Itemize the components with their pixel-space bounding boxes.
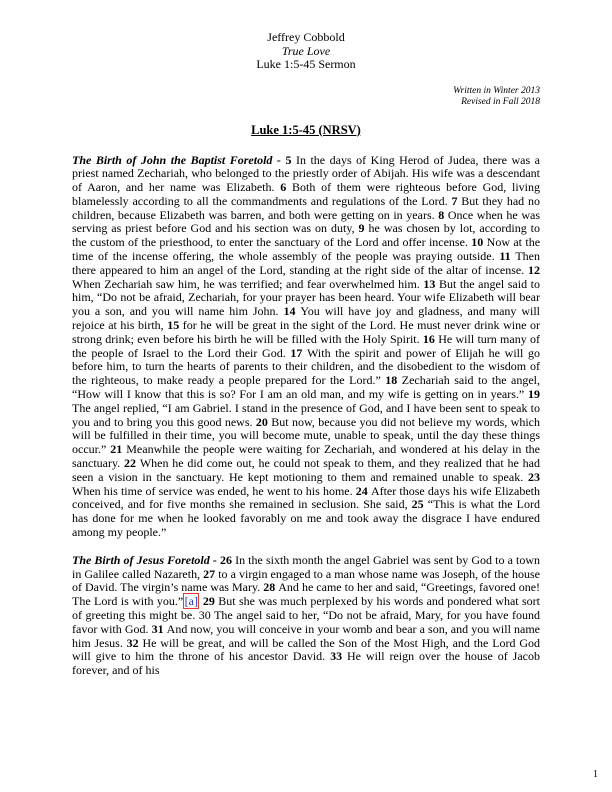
verse-text: He will turn many of the people of Israel to the Lord their God. (72, 331, 541, 360)
verse-number: 33 (330, 649, 347, 664)
verse-text: for he will be great in the sight of the Lord. He must never drink wine or strong drink; even before his birth he will be filled with the Holy Spirit. (72, 318, 540, 346)
verse-text: You will have joy and gladness, and many will rejoice at his birth, (72, 304, 540, 333)
verse-text: But she was much perplexed by his words and pondered what sort of greeting this might be. 30 The angel said to her, “Do not be afraid, Mary, for you have found favor with God. (72, 594, 541, 636)
verse-number: 11 (499, 249, 516, 264)
verse-text: But the angel said to him, “Do not be afraid, Zechariah, for your prayer has been heard. Your wife Elizabeth will bear you a son, and you will name him John. (72, 276, 541, 319)
verse-text: he was chosen by lot, according to the custom of the priesthood, to enter the sanctuary of the Lord and offer incense. (72, 221, 540, 250)
verse-text: But they had no children, because Elizabeth was barren, and both were getting on in years. (72, 193, 540, 222)
verse-number: 31 (151, 621, 167, 636)
verse-number: 22 (124, 456, 140, 471)
verse-text: Once when he was serving as priest before God and his section was on duty, (72, 207, 540, 236)
verse-number: 19 (528, 387, 540, 402)
verse-number: 13 (423, 276, 439, 291)
verse-number: 7 (451, 193, 462, 208)
verse-text: When his time of service was ended, he went to his home. (72, 483, 356, 498)
passage-heading: Luke 1:5-45 (NRSV) (251, 122, 361, 137)
verse-text: Meanwhile the people were waiting for Zechariah, and wondered at his delay in the sanctuary. (72, 442, 540, 471)
verse-text: “This is what the Lord has done for me when he looked favorably on me and took away the disgrace I have endured among my people.” (72, 497, 540, 540)
verse-number: 24 (355, 483, 371, 498)
document-header (72, 31, 540, 72)
verse-number: 10 (471, 235, 487, 250)
verse-text: And he came to her and said, “Greetings, favored one! The Lord is with you.” (72, 580, 541, 609)
verse-text: He will reign over the house of Jacob forever, and of his (72, 649, 540, 678)
verse-text: to a virgin engaged to a man whose name was Joseph, of the house of David. The virgin’s name was Mary. (72, 566, 540, 595)
verse-number: 6 (280, 180, 293, 195)
verse-number: 18 (385, 373, 402, 388)
verse-number: 32 (126, 635, 143, 650)
verse-number: 29 (202, 594, 219, 609)
verse-text: Both of them were righteous before God, living blamelessly according to all the commandments and regulations of the Lord. (72, 180, 540, 208)
verse-text: With the spirit and power of Elijah he will go before him, to turn the hearts of parents to their children, and the disobedient to the wisdom of the righteous, to make ready a people prepared for the Lord.” (72, 345, 540, 388)
revision-note (72, 86, 540, 108)
verse-text: He will be great, and will be called the Son of the Most High, and the Lord God will give to him the throne of his ancestor David. (72, 635, 541, 664)
section-heading: The Birth of John the Baptist Foretold - (72, 152, 286, 167)
verse-text: Then there appeared to him an angel of the Lord, standing at the right side of the altar of incense. (72, 249, 540, 277)
paragraph (72, 554, 540, 678)
section-heading: The Birth of Jesus Foretold - (72, 552, 220, 567)
verse-text: When Zechariah saw him, he was terrified; and fear overwhelmed him. (72, 276, 424, 291)
verse-text: After those days his wife Elizabeth conceived, and for five months she remained in seclusion. She said, (72, 483, 540, 512)
verse-number: 5 (285, 152, 296, 167)
verse-number: 26 (219, 552, 236, 567)
verse-number: 16 (422, 331, 439, 346)
scripture-body (72, 154, 540, 678)
verse-number: 9 (358, 221, 369, 236)
verse-number: 15 (167, 318, 183, 333)
verse-text: In the sixth month the angel Gabriel was sent by God to a town in Galilee called Nazareth, (72, 552, 541, 581)
footnote-link[interactable]: [a] (184, 594, 198, 609)
verse-text: Zechariah said to the angel, “How will I know that this is so? For I am an old man, and my wife is getting on in years.” (72, 373, 540, 402)
written-date-line: Written in Winter 2013 (453, 85, 540, 96)
sermon-subtitle: Luke 1:5-45 Sermon (256, 57, 356, 71)
verse-number: 17 (290, 345, 308, 360)
author-name: Jeffrey Cobbold (267, 30, 345, 44)
verse-number: 8 (438, 207, 448, 222)
sermon-title: True Love (281, 43, 331, 58)
verse-number: 20 (255, 414, 272, 429)
page-number: 1 (593, 769, 598, 780)
verse-text: The angel replied, “I am Gabriel. I stand in the presence of God, and I have been sent to speak to you and to bring you this good news. (72, 400, 540, 429)
verse-number: 27 (203, 566, 219, 581)
verse-number: 14 (283, 304, 301, 319)
verse-number: 25 (411, 497, 428, 512)
verse-number: 28 (263, 580, 279, 595)
verse-number: 23 (528, 469, 540, 484)
verse-text: When he did come out, he could not speak to them, and they realized that he had seen a vision in the sanctuary. He kept motioning to them and remained unable to speak. (72, 456, 540, 484)
revised-date-line: Revised in Fall 2018 (461, 96, 540, 107)
verse-text: Now at the time of the incense offering, the whole assembly of the people was praying outside. (72, 235, 541, 264)
verse-number: 21 (110, 442, 127, 457)
verse-text: In the days of King Herod of Judea, there was a priest named Zechariah, who belonged to the priestly order of Abijah. His wife was a descendant of Aaron, and her name was Elizabeth. (72, 152, 540, 195)
verse-text: And now, you will conceive in your womb and bear a son, and you will name him Jesus. (72, 621, 541, 650)
verse-number: 12 (528, 262, 540, 277)
verse-text: But now, because you did not believe my words, which will be fulfilled in their time, you will become mute, unable to speak, until the day these things occur.” (72, 414, 540, 457)
paragraph (72, 154, 540, 540)
